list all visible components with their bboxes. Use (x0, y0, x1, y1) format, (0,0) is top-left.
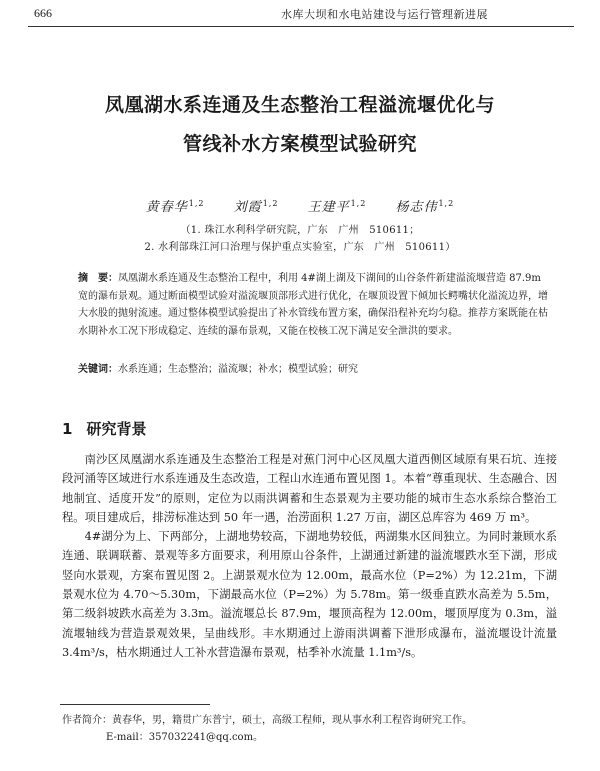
author-4 (395, 200, 454, 215)
footnote-rule (60, 704, 210, 705)
affiliation-2: 2. 水利部珠江河口治理与保护重点实验室，广东 广州 510611） (144, 242, 456, 253)
journal-title: 水库大坝和水电站建设与运行管理新进展 (281, 8, 488, 21)
author-footnote (62, 712, 562, 746)
author-1 (146, 200, 205, 215)
author-affil-mark: 1,2 (350, 198, 367, 208)
paper-title-line-1: 凤凰湖水系连通及生态整治工程溢流堰优化与 (104, 94, 495, 116)
author-2 (234, 200, 279, 215)
paragraph-2: 4#湖分为上、下两部分，上湖地势较高，下湖地势较低，两湖集水区间独立。为同时兼顾水系连通、联调联蓄、景观等多方面要求，利用原山谷条件，上湖通过新建的溢流堰跌水至下湖，形成竖向水景观，方案布置见图 2。上湖景观水位为 12.00m，最高水位（P=2%）为 12.21m，下湖景观水位为 4.70～5.30m，下湖最高水位（P=2%）为 5.78m。第一级垂直跌水高差为 5.5m，第二级斜坡跌水高差为 3.3m。溢流堰总长 87.9m，堰顶高程为 12.00m，堰顶厚度为 0.3m，溢流堰轴线为营造景观效果，呈曲线形。丰水期通过上游雨洪调蓄下泄形成瀑布，溢流堰设计流量 3.4m³/s，枯水期通过人工补水营造瀑布景观，枯季补水流量 1.1m³/s。 (62, 530, 557, 659)
header-rule (28, 26, 574, 27)
section-title: 研究背景 (86, 420, 147, 438)
author-name: 王建平 (307, 200, 350, 215)
keywords-label: 关键词： (78, 364, 118, 375)
author-list (0, 196, 600, 215)
author-email: E-mail：357032241@qq.com。 (106, 732, 264, 743)
section-heading (62, 418, 146, 439)
author-affil-mark: 1,2 (188, 198, 205, 208)
footnote-text: 黄春华，男，籍贯广东普宁，硕士，高级工程师，现从事水利工程咨询研究工作。 (112, 715, 472, 726)
keywords (78, 362, 548, 378)
abstract-label: 摘 要： (78, 273, 118, 284)
page-number: 666 (34, 6, 52, 20)
author-name: 刘霞 (233, 200, 262, 215)
author-affil-mark: 1,2 (438, 198, 455, 208)
author-name: 杨志伟 (395, 200, 438, 215)
paragraph-1: 南沙区凤凰湖水系连通及生态整治工程是对蕉门河中心区凤凰大道西侧区域原有果石坑、连接段河涌等区域进行水系连通及生态改造，工程山水连通布置见图 1。本着“尊重现状、生态融合、因地制宜、适度开发”的原则，定位为以雨洪调蓄和生态景观为主要功能的城市生态水系综合整治工程。项目建成后，排涝标准达到 50 年一遇，治涝面积 1.27 万亩，湖区总库容为 469 万 m³。 (62, 453, 557, 524)
footnote-label: 作者简介： (62, 715, 112, 726)
affiliation-1: （1. 珠江水利科学研究院，广东 广州 510611； (180, 225, 420, 236)
section-number: 1 (62, 420, 73, 438)
abstract (78, 270, 548, 340)
paper-title-line-2: 管线补水方案模型试验研究 (182, 133, 417, 155)
abstract-text: 凤凰湖水系连通及生态整治工程中，利用 4#湖上湖及下湖间的山谷条件新建溢流堰营造 87.9m 宽的瀑布景观。通过断面模型试验对溢流堰顶部形式进行优化，在堰顶设置下倾加长鳄嘴状化溢流边界，增大水股的抛射流速。通过整体模型试验提出了补水管线布置方案，确保沿程补充均匀稳。推荐方案既能在枯水期补水工况下形成稳定、连续的瀑布景观，又能在校核工况下满足安全泄洪的要求。 (78, 273, 548, 337)
author-affil-mark: 1,2 (262, 198, 279, 208)
author-name: 黄春华 (145, 200, 188, 215)
author-3 (308, 200, 367, 215)
body-text (62, 450, 557, 662)
keywords-text: 水系连通；生态整治；溢流堰；补水；模型试验；研究 (118, 364, 358, 375)
running-header (0, 0, 600, 26)
